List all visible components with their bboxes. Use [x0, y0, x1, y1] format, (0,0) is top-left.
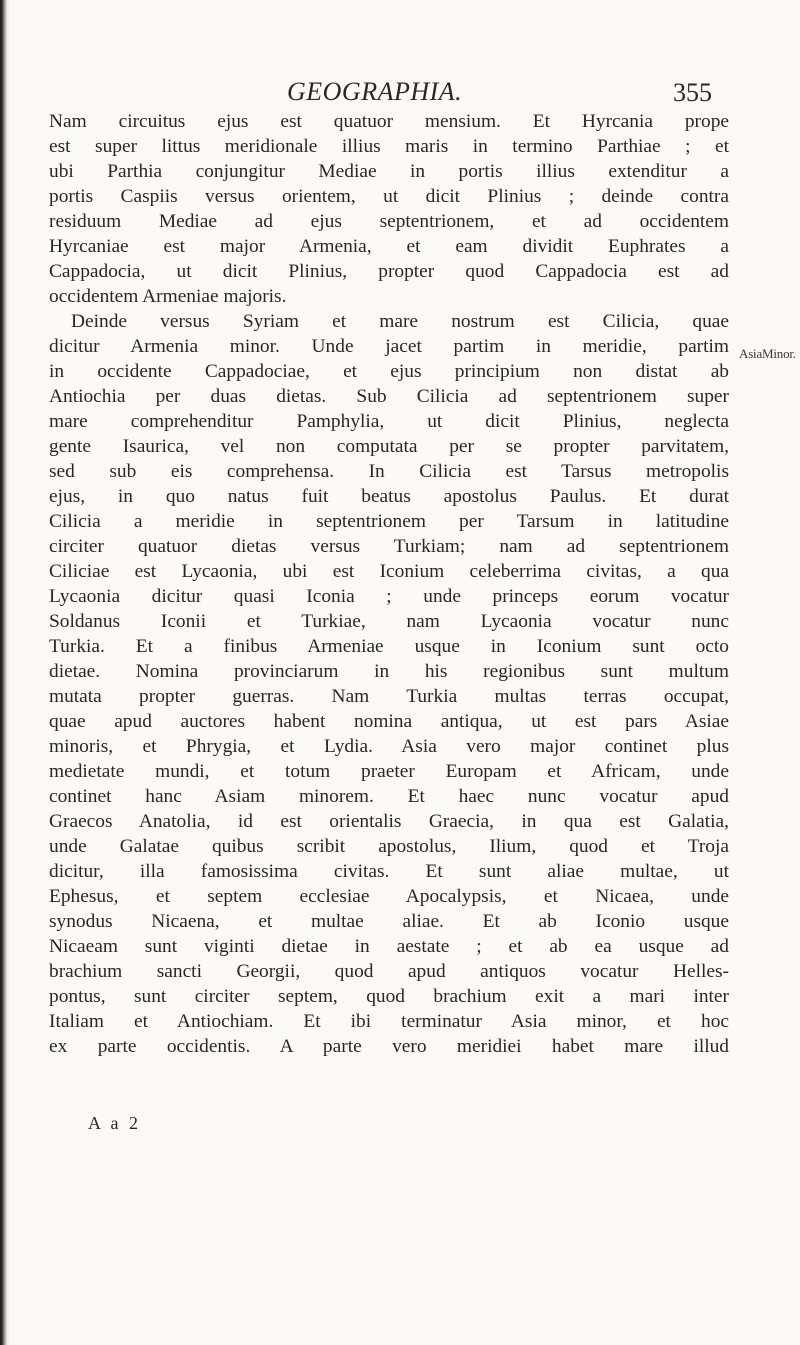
text-line: medietate mundi, et totum praeter Europam et Africam, unde	[49, 761, 729, 782]
running-head: GEOGRAPHIA.	[287, 77, 463, 106]
text-line: Cappadocia, ut dicit Plinius, propter quod Cappadocia est ad	[49, 261, 729, 282]
text-line: circiter quatuor dietas versus Turkiam; nam ad septentrionem	[49, 536, 729, 557]
text-line: Lycaonia dicitur quasi Iconia ; unde princeps eorum vocatur	[49, 586, 729, 607]
text-line: gente Isaurica, vel non computata per se propter parvitatem,	[49, 436, 729, 457]
text-line: mare comprehenditur Pamphylia, ut dicit Plinius, neglecta	[49, 411, 729, 432]
text-line: unde Galatae quibus scribit apostolus, Ilium, quod et Troja	[49, 836, 729, 857]
text-line: dicitur, illa famosissima civitas. Et sunt aliae multae, ut	[49, 861, 729, 882]
text-line: occidentem Armeniae majoris.	[49, 286, 287, 307]
text-line: pontus, sunt circiter septem, quod brachium exit a mari inter	[49, 986, 729, 1007]
text-line: continet hanc Asiam minorem. Et haec nunc vocatur apud	[49, 786, 729, 807]
page-binding-edge	[0, 0, 10, 1345]
text-line: in occidente Cappadociae, et ejus principium non distat ab	[49, 361, 729, 382]
signature-mark: A a 2	[88, 1113, 141, 1133]
text-line: Deinde versus Syriam et mare nostrum est Cilicia, quae	[71, 311, 729, 332]
text-line: Nam circuitus ejus est quatuor mensium. Et Hyrcania prope	[49, 111, 729, 132]
text-line: Turkia. Et a finibus Armeniae usque in Iconium sunt octo	[49, 636, 729, 657]
text-line: Ciliciae est Lycaonia, ubi est Iconium celeberrima civitas, a qua	[49, 561, 729, 582]
text-line: Hyrcaniae est major Armenia, et eam dividit Euphrates a	[49, 236, 729, 257]
text-line: Antiochia per duas dietas. Sub Cilicia ad septentrionem super	[49, 386, 729, 407]
text-line: Soldanus Iconii et Turkiae, nam Lycaonia vocatur nunc	[49, 611, 729, 632]
text-line: sed sub eis comprehensa. In Cilicia est Tarsus metropolis	[49, 461, 729, 482]
text-line: ejus, in quo natus fuit beatus apostolus Paulus. Et durat	[49, 486, 729, 507]
text-line: portis Caspiis versus orientem, ut dicit Plinius ; deinde contra	[49, 186, 729, 207]
text-line: ex parte occidentis. A parte vero meridiei habet mare illud	[49, 1036, 729, 1057]
text-line: Italiam et Antiochiam. Et ibi terminatur Asia minor, et hoc	[49, 1011, 729, 1032]
page-number: 355	[673, 78, 712, 107]
text-line: dietae. Nomina provinciarum in his regionibus sunt multum	[49, 661, 729, 682]
text-line: synodus Nicaena, et multae aliae. Et ab Iconio usque	[49, 911, 729, 932]
text-line: brachium sancti Georgii, quod apud antiquos vocatur Helles-	[49, 961, 729, 982]
text-line: ubi Parthia conjungitur Mediae in portis illius extenditur a	[49, 161, 729, 182]
text-line: Ephesus, et septem ecclesiae Apocalypsis, et Nicaea, unde	[49, 886, 729, 907]
text-line: est super littus meridionale illius maris in termino Parthiae ; et	[49, 136, 729, 157]
text-line: dicitur Armenia minor. Unde jacet partim in meridie, partim	[49, 336, 729, 357]
text-line: minoris, et Phrygia, et Lydia. Asia vero major continet plus	[49, 736, 729, 757]
body-text	[49, 109, 729, 1059]
text-line: Cilicia a meridie in septentrionem per Tarsum in latitudine	[49, 511, 729, 532]
margin-note: AsiaMinor.	[739, 346, 796, 361]
text-line: Nicaeam sunt viginti dietae in aestate ; et ab ea usque ad	[49, 936, 729, 957]
text-line: residuum Mediae ad ejus septentrionem, et ad occidentem	[49, 211, 729, 232]
text-line: quae apud auctores habent nomina antiqua, ut est pars Asiae	[49, 711, 729, 732]
text-line: Graecos Anatolia, id est orientalis Graecia, in qua est Galatia,	[49, 811, 729, 832]
text-line: mutata propter guerras. Nam Turkia multas terras occupat,	[49, 686, 729, 707]
